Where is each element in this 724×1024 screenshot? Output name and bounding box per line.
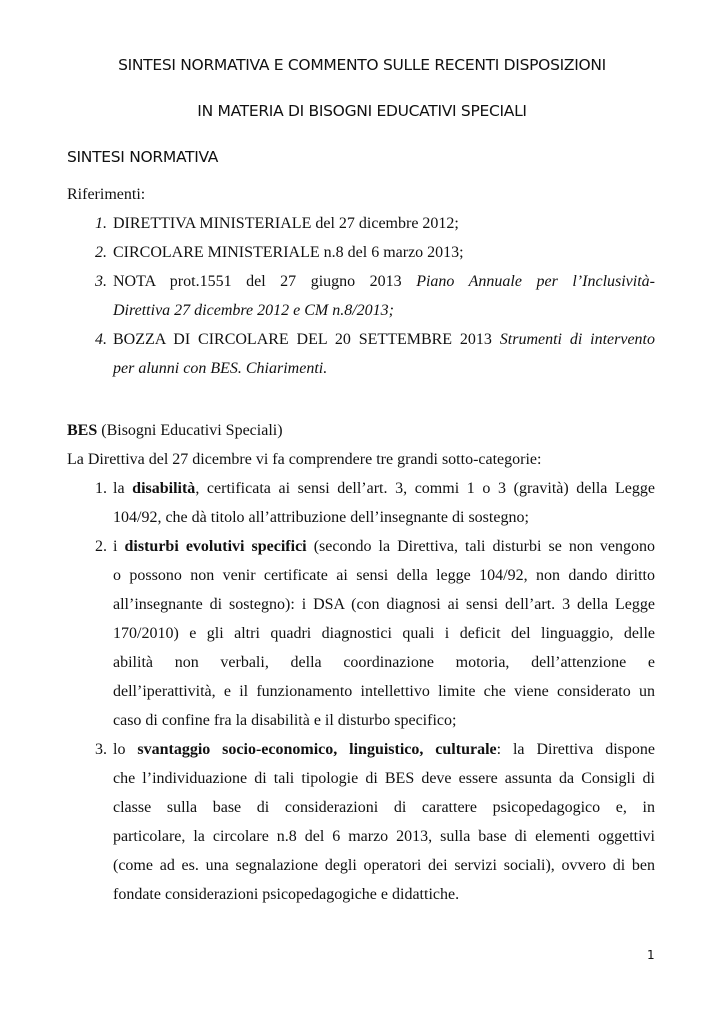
ref-item-3-line2: Direttiva 27 dicembre 2012 e CM n.8/2013; (113, 302, 394, 319)
ref-number: 2. (95, 244, 107, 261)
bes-number: 1. (95, 480, 107, 497)
ref-item-1: DIRETTIVA MINISTERIALE del 27 dicembre 2012; (113, 215, 459, 232)
page-number: 1 (647, 948, 655, 962)
document-title-line1: SINTESI NORMATIVA E COMMENTO SULLE RECENTI DISPOSIZIONI (118, 56, 606, 74)
bes-item-2-line: abilità non verbali, della coordinazione motoria, dell’attenzione e (113, 654, 655, 671)
bes-intro: La Direttiva del 27 dicembre vi fa comprendere tre grandi sotto-categorie: (67, 451, 542, 468)
document-title-line2: IN MATERIA DI BISOGNI EDUCATIVI SPECIALI (197, 102, 527, 120)
ref-number: 1. (95, 215, 107, 232)
riferimenti-label: Riferimenti: (67, 186, 146, 203)
bes-item-2-line: dell’iperattività, e il funzionamento intellettivo limite che viene considerato un (113, 683, 655, 700)
bes-item-2-line: 170/2010) e gli altri quadri diagnostici quali i deficit del linguaggio, delle (113, 625, 655, 642)
ref-item-4-line2: per alunni con BES. Chiarimenti. (113, 360, 328, 377)
ref-item-2: CIRCOLARE MINISTERIALE n.8 del 6 marzo 2013; (113, 244, 464, 261)
bes-number: 3. (95, 741, 107, 758)
bes-number: 2. (95, 538, 107, 555)
bes-heading: BES (Bisogni Educativi Speciali) (67, 422, 283, 439)
bes-item-2-line: i disturbi evolutivi specifici (secondo la Direttiva, tali disturbi se non vengono (113, 538, 656, 555)
bes-item-3-line: che l’individuazione di tali tipologie di BES deve essere assunta da Consigli di (113, 770, 655, 787)
bes-item-2-line: all’insegnante di sostegno): i DSA (con diagnosi ai sensi dell’art. 3 della Legge (113, 596, 655, 613)
bes-item-3-line: particolare, la circolare n.8 del 6 marzo 2013, sulla base di elementi oggettivi (113, 828, 655, 845)
ref-number: 3. (95, 273, 107, 290)
bes-item-2-line: o possono non venir certificate ai sensi della legge 104/92, non dando diritto (113, 567, 655, 584)
bes-item-3-line: (come ad es. una segnalazione degli operatori dei servizi sociali), ovvero di ben (113, 857, 655, 874)
ref-item-4-line1: BOZZA DI CIRCOLARE DEL 20 SETTEMBRE 2013 Strumenti di intervento (113, 331, 656, 348)
bes-item-3-line: classe sulla base di considerazioni di carattere psicopedagogico e, in (113, 799, 655, 816)
bes-item-1-line: la disabilità, certificata ai sensi dell’art. 3, commi 1 o 3 (gravità) della Legge (113, 480, 655, 497)
bes-item-3-line: lo svantaggio socio-economico, linguistico, culturale: la Direttiva dispone (113, 741, 655, 758)
bes-item-1-line: 104/92, che dà titolo all’attribuzione dell’insegnante di sostegno; (113, 509, 529, 526)
ref-number: 4. (95, 331, 107, 348)
ref-item-3-line1: NOTA prot.1551 del 27 giugno 2013 Piano Annuale per l’Inclusività- (113, 273, 656, 290)
section-heading: SINTESI NORMATIVA (67, 148, 219, 166)
bes-item-2-line: caso di confine fra la disabilità e il disturbo specifico; (113, 712, 457, 729)
bes-item-3-line: fondate considerazioni psicopedagogiche e didattiche. (113, 886, 460, 903)
